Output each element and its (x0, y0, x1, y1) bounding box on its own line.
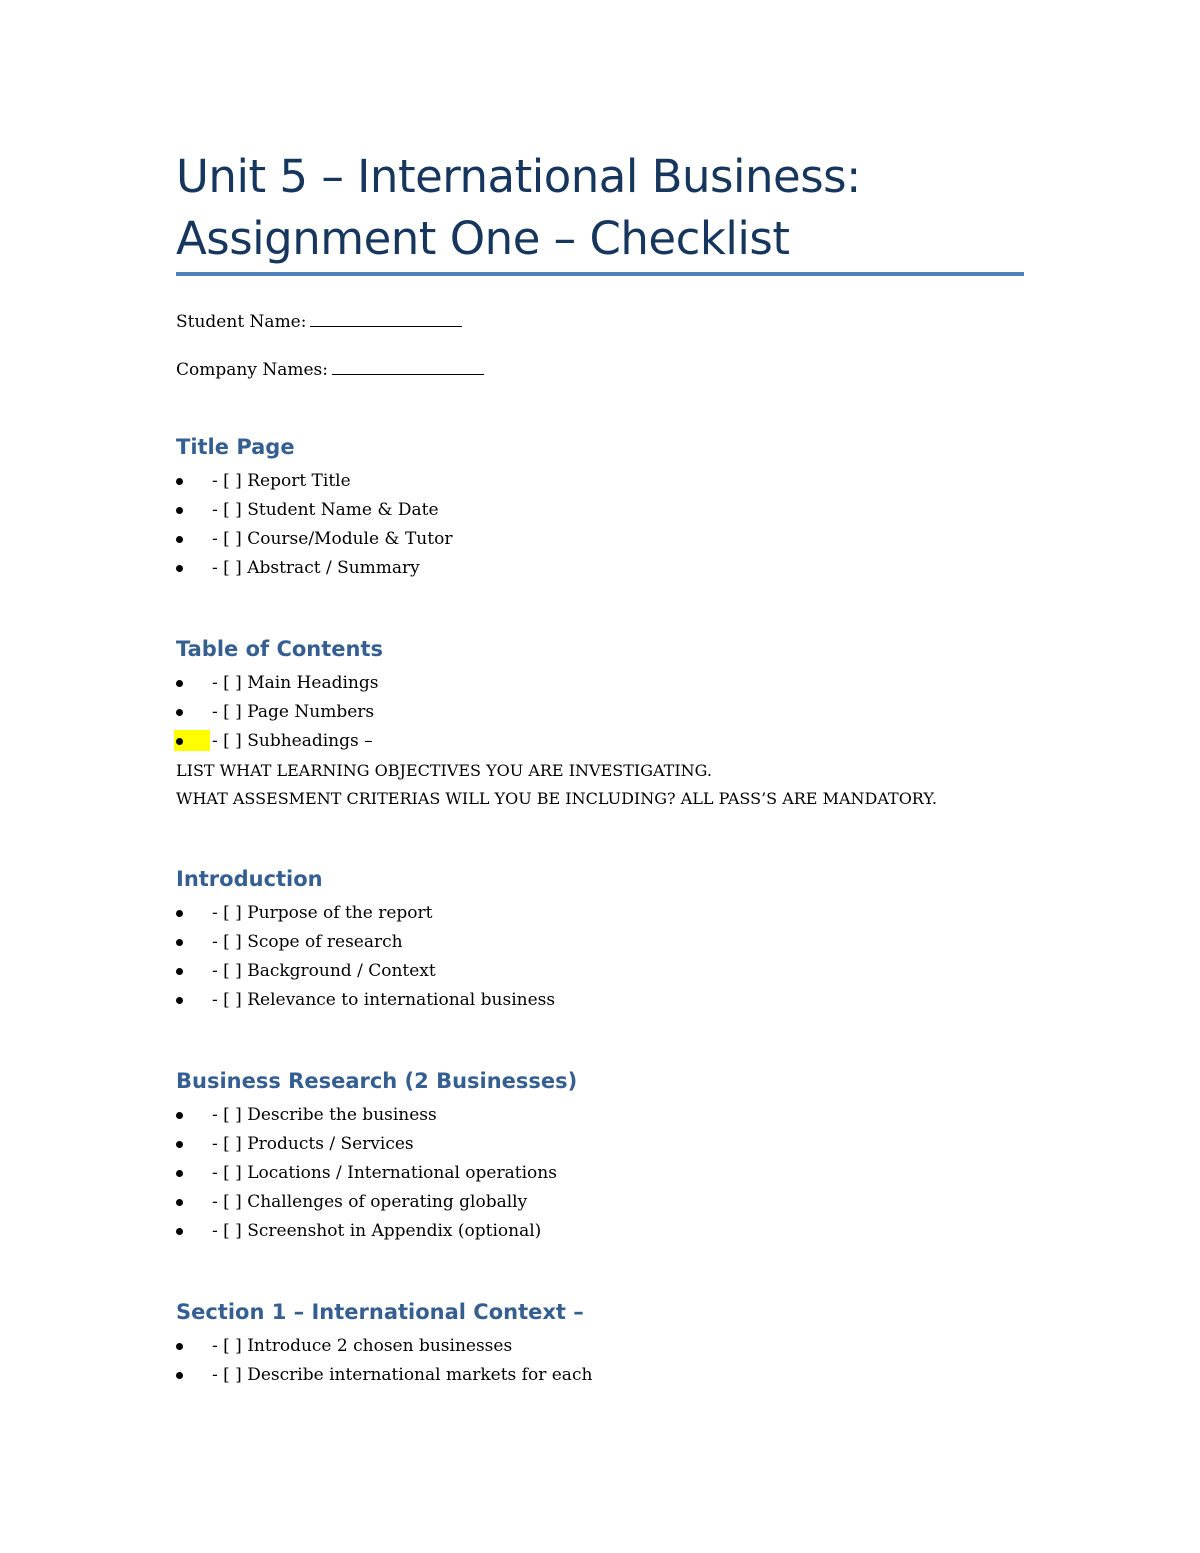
checklist-item-text: - [ ] Introduce 2 chosen businesses (212, 1336, 513, 1356)
bullet-icon (176, 467, 212, 496)
checklist-item-text: - [ ] Purpose of the report (212, 903, 433, 923)
checklist-item-text: - [ ] Subheadings – (212, 731, 373, 751)
toc-note-line: WHAT ASSESMENT CRITERIAS WILL YOU BE INCLUDING? ALL PASS’S ARE MANDATORY. (176, 789, 937, 808)
bullet-icon (176, 1188, 212, 1217)
title-line-2: Assignment One – Checklist (176, 212, 790, 265)
document-title (176, 146, 1024, 270)
checklist-item-text: - [ ] Page Numbers (212, 702, 375, 722)
company-names-label: Company Names: (176, 360, 328, 380)
bullet-icon (176, 1130, 212, 1159)
checklist-item-text: - [ ] Report Title (212, 471, 351, 491)
heading-section-1: Section 1 – International Context – (176, 1300, 584, 1324)
student-name-label: Student Name: (176, 312, 307, 332)
title-line-1: Unit 5 – International Business: (176, 150, 861, 203)
company-names-field (176, 357, 484, 381)
bullet-icon (176, 1217, 212, 1246)
bullet-icon (176, 525, 212, 554)
heading-table-of-contents: Table of Contents (176, 637, 384, 661)
checklist-item-text: - [ ] Describe international markets for each (212, 1365, 593, 1385)
bullet-icon (176, 986, 212, 1015)
bullet-icon (176, 554, 212, 583)
toc-note-line: LIST WHAT LEARNING OBJECTIVES YOU ARE INVESTIGATING. (176, 761, 712, 780)
checklist-item-text: - [ ] Relevance to international business (212, 990, 556, 1010)
title-underline-rule (176, 272, 1024, 276)
student-name-field (176, 309, 462, 333)
bullet-icon (176, 1101, 212, 1130)
bullet-icon (176, 496, 212, 525)
checklist-item-text: - [ ] Challenges of operating globally (212, 1192, 528, 1212)
checklist-item-text: - [ ] Screenshot in Appendix (optional) (212, 1221, 542, 1241)
bullet-icon (176, 899, 212, 928)
student-name-blank[interactable] (310, 309, 462, 327)
checklist-item-text: - [ ] Abstract / Summary (212, 558, 420, 578)
checklist-item-text: - [ ] Main Headings (212, 673, 379, 693)
bullet-icon (176, 698, 212, 727)
checklist-item-text: - [ ] Course/Module & Tutor (212, 529, 453, 549)
checklist-item-text: - [ ] Locations / International operations (212, 1163, 557, 1183)
company-names-blank[interactable] (332, 357, 484, 375)
checklist-item-text: - [ ] Scope of research (212, 932, 403, 952)
bullet-icon (176, 727, 212, 756)
heading-introduction: Introduction (176, 867, 323, 891)
bullet-icon (176, 1332, 212, 1361)
bullet-icon (176, 1159, 212, 1188)
bullet-icon (176, 928, 212, 957)
checklist-item-text: - [ ] Student Name & Date (212, 500, 439, 520)
checklist-item-text: - [ ] Describe the business (212, 1105, 437, 1125)
bullet-icon (176, 957, 212, 986)
bullet-icon (176, 1361, 212, 1390)
checklist-item-text: - [ ] Background / Context (212, 961, 436, 981)
bullet-icon (176, 669, 212, 698)
heading-business-research: Business Research (2 Businesses) (176, 1069, 578, 1093)
checklist-item-text: - [ ] Products / Services (212, 1134, 414, 1154)
heading-title-page: Title Page (176, 435, 295, 459)
